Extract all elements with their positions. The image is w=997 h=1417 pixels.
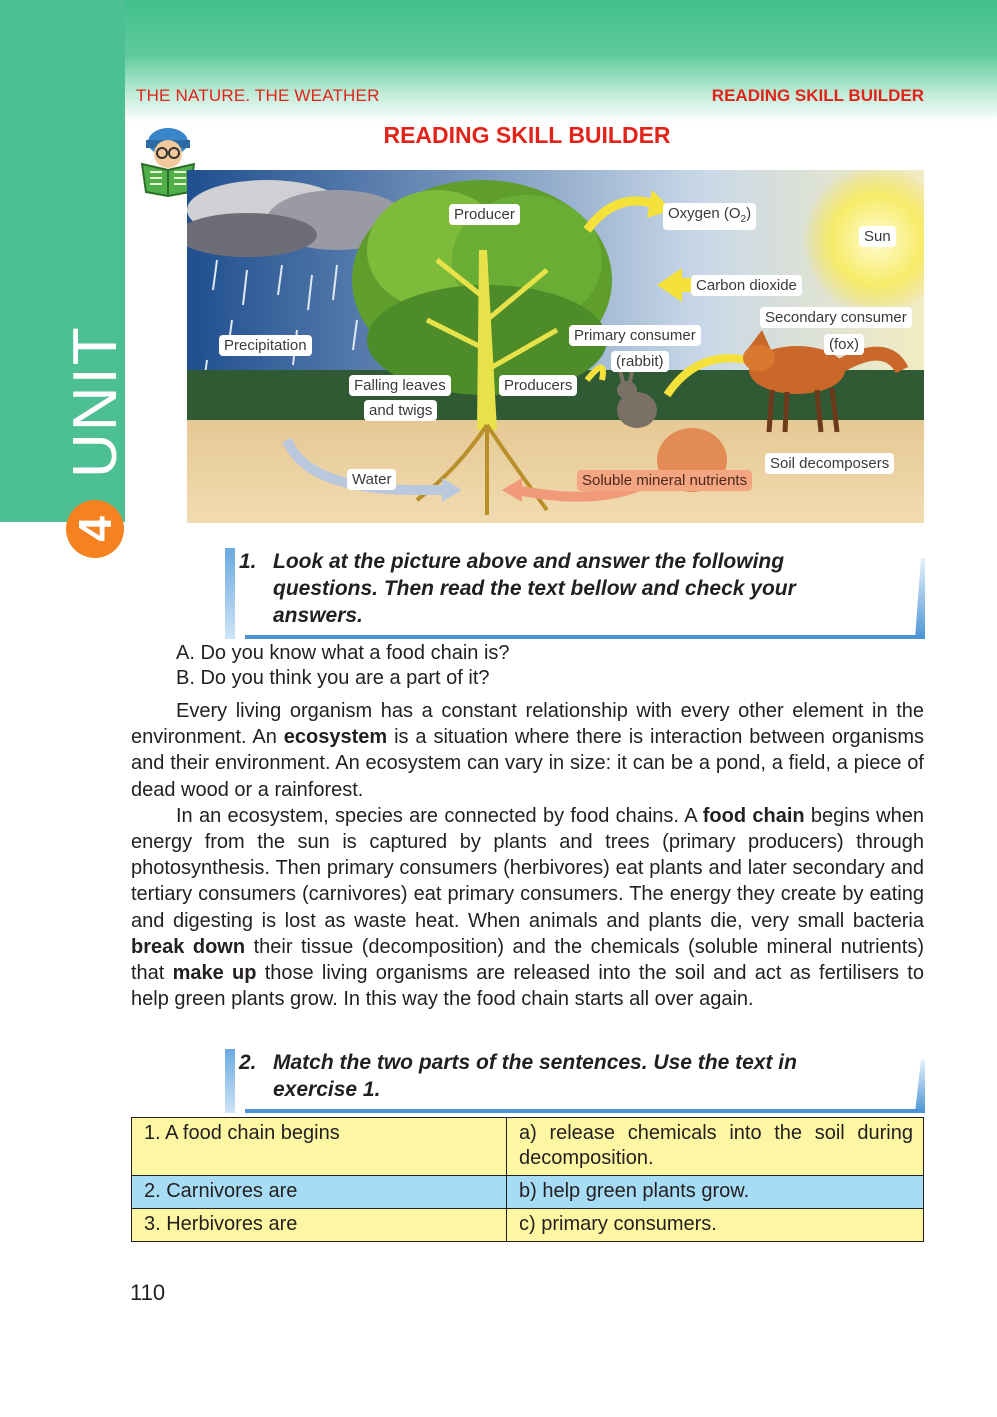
label-precipitation: Precipitation bbox=[219, 335, 312, 356]
exercise-2-heading bbox=[225, 1049, 925, 1113]
paragraph-2: In an ecosystem, species are connected by food chains. A food chain begins when energy from the sun is captured by plants and trees (primary producers) through photosynthesis. Then primary consumers (herbivores) eat plants and later secondary and tertiary consumers (carnivores) eat primary consumers. The energy they create by eating and digesting is lost as waste heat. When animals and plants die, very small bacteria break down their tissue (decomposition) and the chemicals (soluble mineral nutrients) that make up those living organisms are released into the soil and act as fertilisers to help green plants grow. In this way the food chain starts all over again. bbox=[131, 804, 924, 1011]
label-carbon-dioxide: Carbon dioxide bbox=[691, 275, 802, 296]
reading-text bbox=[131, 698, 924, 1012]
unit-number-badge bbox=[66, 500, 124, 558]
label-falling-leaves: Falling leaves bbox=[349, 375, 451, 396]
label-producer: Producer bbox=[449, 204, 520, 225]
paragraph-1: Every living organism has a constant relationship with every other element in the environment. An ecosystem is a situation where there is interaction between organisms and their environment. An ecosystem can vary in size: it can be a pond, a field, a piece of dead wood or a rainforest. bbox=[131, 700, 924, 801]
table-row bbox=[132, 1176, 924, 1209]
question-a: A. Do you know what a food chain is? bbox=[176, 642, 510, 664]
exercise-1-heading bbox=[225, 548, 925, 639]
exercise-2-line-2: exercise 1. bbox=[273, 1078, 381, 1101]
sentence-end: c) primary consumers. bbox=[507, 1209, 924, 1242]
label-and-twigs: and twigs bbox=[364, 400, 437, 421]
sentence-end: a) release chemicals into the soil during decomposition. bbox=[507, 1118, 924, 1176]
running-header-right: READING SKILL BUILDER bbox=[711, 86, 924, 105]
sentence-start: 1. A food chain begins bbox=[132, 1118, 507, 1176]
exercise-1-line-1: Look at the picture above and answer the following bbox=[273, 550, 785, 573]
table-row bbox=[132, 1209, 924, 1242]
unit-word: UNIT bbox=[61, 325, 130, 478]
label-soluble-mineral-nutrients: Soluble mineral nutrients bbox=[577, 470, 752, 491]
question-b: B. Do you think you are a part of it? bbox=[176, 667, 490, 689]
sentence-end: b) help green plants grow. bbox=[507, 1176, 924, 1209]
exercise-2-number: 2. bbox=[239, 1051, 257, 1074]
sentence-start: 3. Herbivores are bbox=[132, 1209, 507, 1242]
label-sun: Sun bbox=[859, 226, 896, 247]
food-chain-diagram bbox=[187, 170, 924, 523]
unit-number: 4 bbox=[69, 516, 121, 542]
label-secondary-consumer: Secondary consumer bbox=[760, 307, 912, 328]
exercise-1-line-3: answers. bbox=[273, 604, 363, 627]
label-primary-consumer: Primary consumer bbox=[569, 325, 701, 346]
exercise-1-line-2: questions. Then read the text bellow and check your bbox=[273, 577, 796, 600]
label-water: Water bbox=[347, 469, 396, 490]
label-soil-decomposers: Soil decomposers bbox=[765, 453, 894, 474]
sentence-start: 2. Carnivores are bbox=[132, 1176, 507, 1209]
matching-table bbox=[131, 1117, 924, 1242]
exercise-2-line-1: Match the two parts of the sentences. Use the text in bbox=[273, 1051, 797, 1074]
table-row bbox=[132, 1118, 924, 1176]
exercise-1-number: 1. bbox=[239, 550, 257, 573]
page-title: READING SKILL BUILDER bbox=[383, 122, 671, 148]
page-number: 110 bbox=[130, 1280, 166, 1305]
label-producers: Producers bbox=[499, 375, 577, 396]
label-fox: (fox) bbox=[824, 334, 864, 355]
label-rabbit: (rabbit) bbox=[611, 351, 669, 372]
label-oxygen: Oxygen $(O_2)$ bbox=[663, 203, 756, 230]
running-header-left: THE NATURE. THE WEATHER bbox=[136, 86, 380, 105]
